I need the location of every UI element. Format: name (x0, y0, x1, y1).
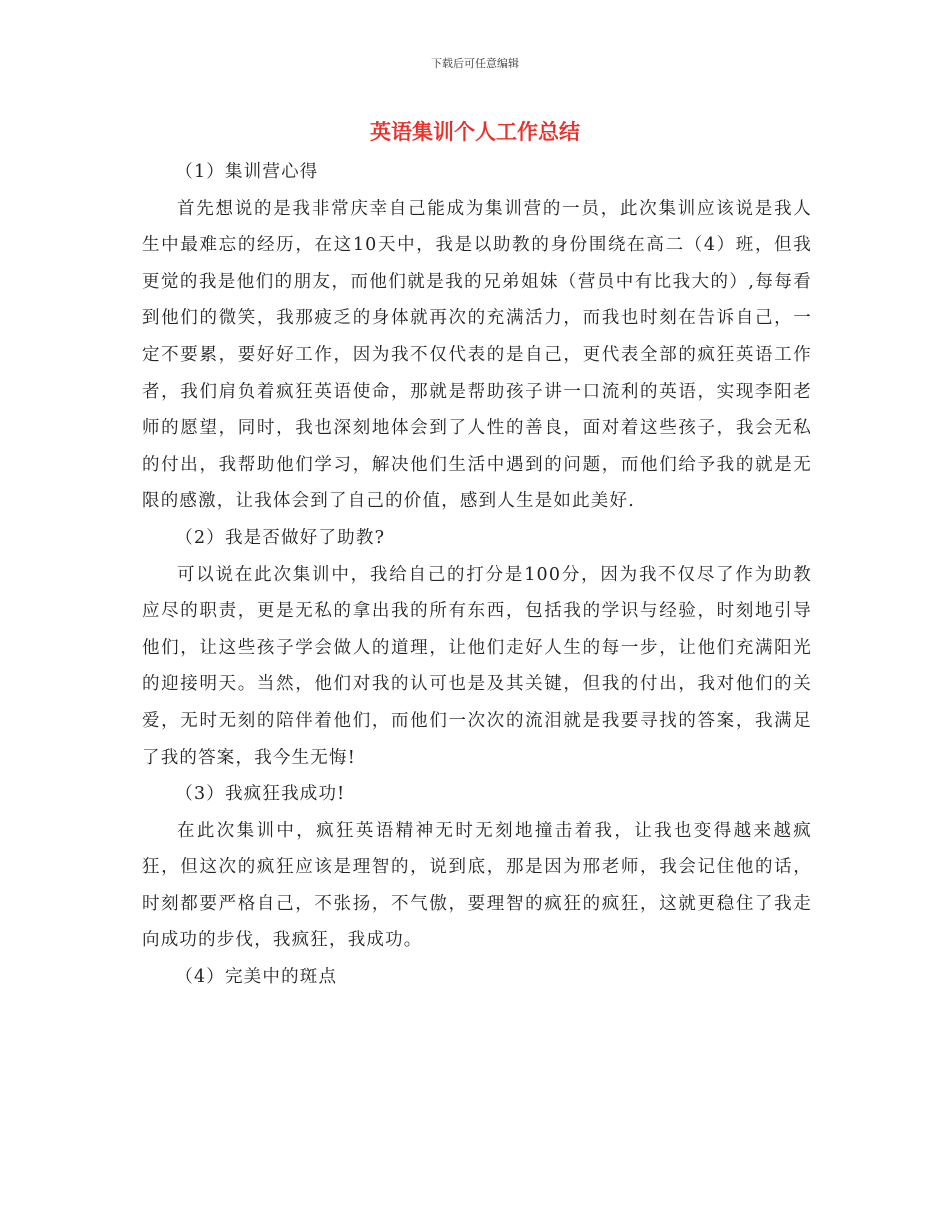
section-heading-1: （1）集训营心得 (175, 162, 319, 182)
section-paragraph-1: 首先想说的是我非常庆幸自己能成为集训营的一员，此次集训应该说是我人生中最难忘的经历，在这10天中，我是以助教的身份围绕在高二（4）班，但我更觉的我是他们的朋友，而他们就是我的兄弟姐妹（营员中有比我大的）,每每看到他们的微笑，我那疲乏的身体就再次的充满活力，而我也时刻在告诉自己，一定不要累，要好好工作，因为我不仅代表的是自己，更代表全部的疯狂英语工作者，我们肩负着疯狂英语使命，那就是帮助孩子讲一口流利的英语，实现李阳老师的愿望，同时，我也深刻地体会到了人性的善良，面对着这些孩子，我会无私的付出，我帮助他们学习，解决他们生活中遇到的问题，而他们给予我的就是无限的感激，让我体会到了自己的价值，感到人生是如此美好. (142, 198, 812, 512)
section-paragraph-2: 可以说在此次集训中，我给自己的打分是100分，因为我不仅尽了作为助教应尽的职责，更是无私的拿出我的所有东西，包括我的学识与经验，时刻地引导他们，让这些孩子学会做人的道理，让他们走好人生的每一步，让他们充满阳光的迎接明天。当然，他们对我的认可也是及其关键，但我的付出，我对他们的关爱，无时无刻的陪伴着他们，而他们一次次的流泪就是我要寻找的答案，我满足了我的答案，我今生无悔! (142, 564, 812, 768)
document-body (142, 154, 812, 996)
header-note: 下载后可任意编辑 (431, 57, 519, 70)
section-paragraph-3: 在此次集训中，疯狂英语精神无时无刻地撞击着我，让我也变得越来越疯狂，但这次的疯狂应该是理智的，说到底，那是因为邢老师，我会记住他的话，时刻都要严格自己，不张扬，不气傲，要理智的疯狂的疯狂，这就更稳住了我走向成功的步伐，我疯狂，我成功。 (142, 820, 812, 951)
document-title: 英语集训个人工作总结 (370, 120, 580, 144)
section-heading-3: （3）我疯狂我成功! (175, 784, 346, 805)
section-heading-2: （2）我是否做好了助教? (175, 527, 386, 548)
section-heading-4: （4）完美中的斑点 (175, 967, 338, 988)
